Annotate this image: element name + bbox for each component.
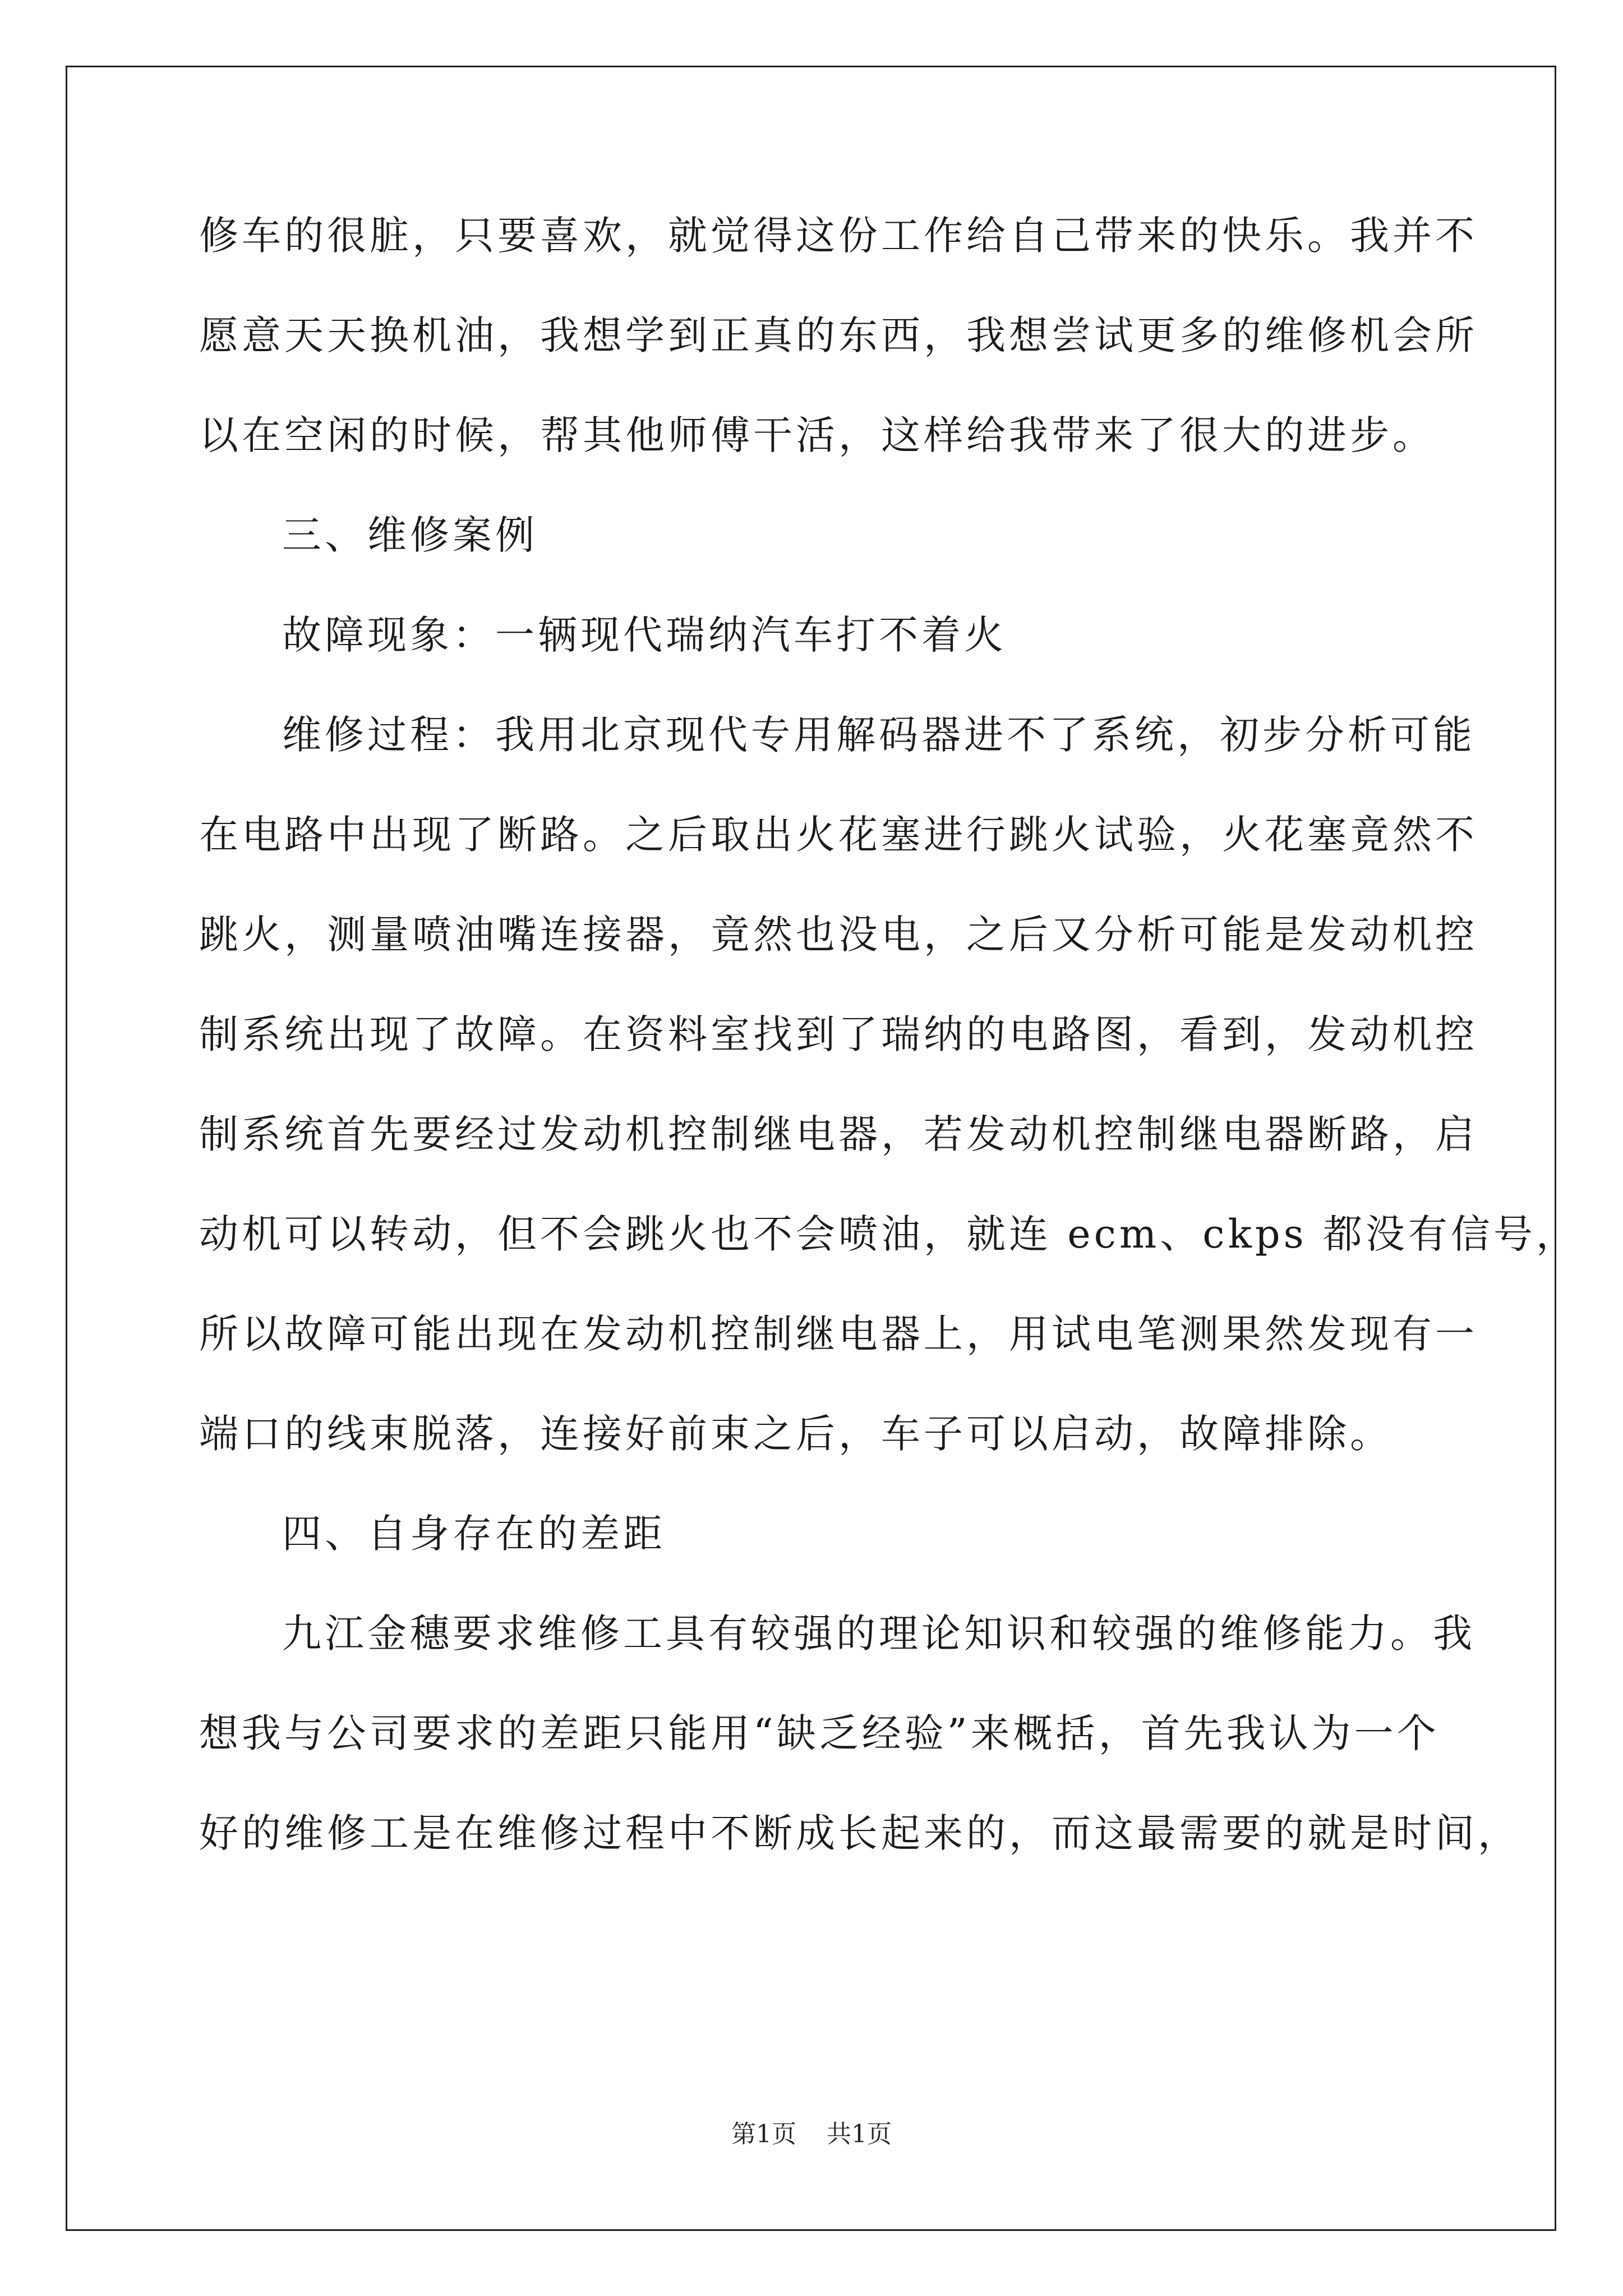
page-footer <box>0 2114 1623 2150</box>
text-line: 端口的线束脱落，连接好前束之后，车子可以启动，故障排除。 <box>199 1411 1393 1457</box>
section-heading: 四、自身存在的差距 <box>282 1511 666 1557</box>
page-number: 第1页 <box>731 2120 796 2148</box>
text-line: 跳火，测量喷油嘴连接器，竟然也没电，之后又分析可能是发动机控 <box>199 912 1478 958</box>
text-line: 以在空闲的时候，帮其他师傅干活，这样给我带来了很大的进步。 <box>199 412 1435 458</box>
text-line: 制系统出现了故障。在资料室找到了瑞纳的电路图，看到，发动机控 <box>199 1011 1478 1057</box>
page-total: 共1页 <box>827 2120 892 2148</box>
text-line: 在电路中出现了断路。之后取出火花塞进行跳火试验，火花塞竟然不 <box>199 812 1478 858</box>
document-body <box>199 208 1579 1905</box>
section-heading: 三、维修案例 <box>282 512 538 558</box>
text-line: 所以故障可能出现在发动机控制继电器上，用试电笔测果然发现有一 <box>199 1311 1478 1357</box>
text-line: 修车的很脏，只要喜欢，就觉得这份工作给自己带来的快乐。我并不 <box>199 213 1478 259</box>
text-line: 故障现象：一辆现代瑞纳汽车打不着火 <box>282 612 1007 658</box>
text-line: 想我与公司要求的差距只能用“缺乏经验”来概括，首先我认为一个 <box>199 1710 1440 1756</box>
text-line: 动机可以转动，但不会跳火也不会喷油，就连 ecm、ckps 都没有信号， <box>199 1211 1579 1257</box>
text-line: 愿意天天换机油，我想学到正真的东西，我想尝试更多的维修机会所 <box>199 312 1478 358</box>
text-line: 制系统首先要经过发动机控制继电器，若发动机控制继电器断路，启 <box>199 1111 1478 1157</box>
text-line: 好的维修工是在维修过程中不断成长起来的，而这最需要的就是时间， <box>199 1810 1520 1856</box>
text-line: 维修过程：我用北京现代专用解码器进不了系统，初步分析可能 <box>282 712 1476 758</box>
text-line: 九江金穗要求维修工具有较强的理论知识和较强的维修能力。我 <box>282 1611 1476 1657</box>
